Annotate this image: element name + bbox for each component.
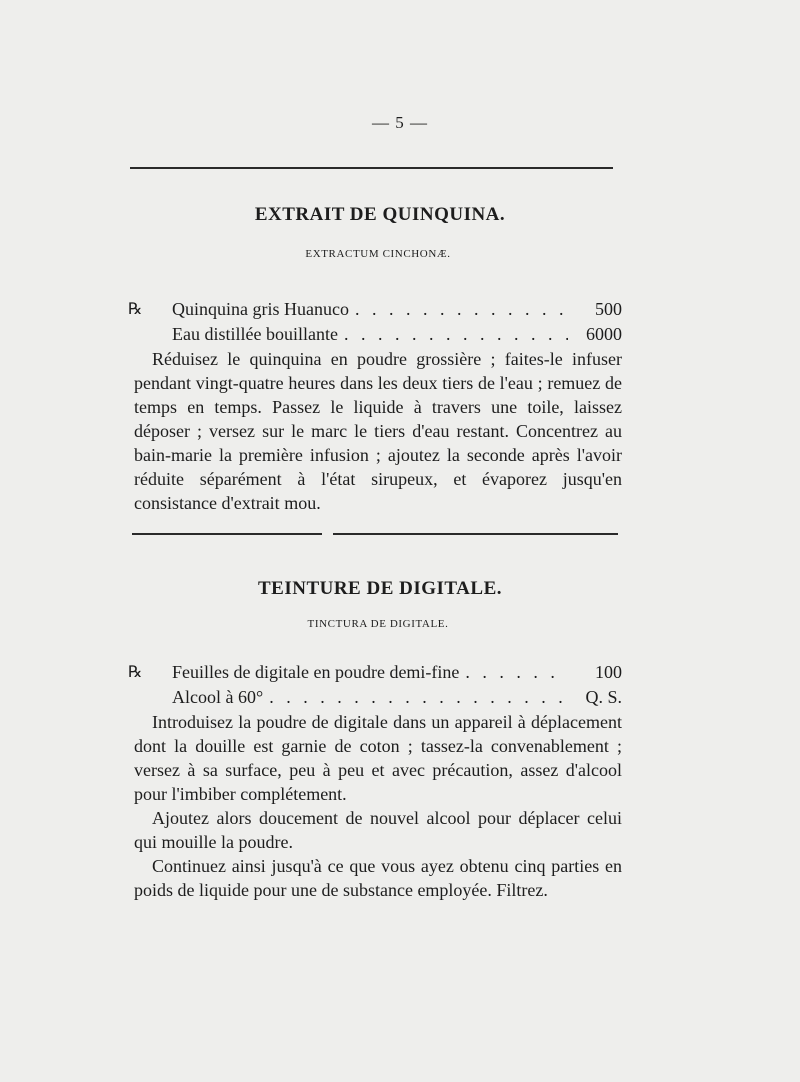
instruction-paragraph: Ajoutez alors doucement de nouvel alcool pour déplacer celui qui mouille la poudre. [134,808,622,852]
leader-dots [344,322,568,347]
section-teinture-de-digitale [128,576,622,902]
ingredient-line [128,660,622,685]
section-title: EXTRAIT DE QUINQUINA. [254,204,506,225]
recipe-symbol-icon: ℞ [128,664,143,681]
ingredient-quantity: 100 [595,662,622,682]
ingredient-line [134,685,622,710]
ingredient-name: Quinquina gris Huanuco [172,299,349,319]
section-subtitle: EXTRACTUM CINCHONÆ. [305,248,451,260]
instruction-paragraph: Continuez ainsi jusqu'à ce que vous ayez obtenu cinq parties en poids de liquide pour une de substance employée. Filtrez. [134,856,622,900]
leader-dots [465,660,568,685]
instruction-paragraph: Introduisez la poudre de digitale dans un appareil à déplacement dont la douille est garnie de coton ; tassez-la convenablement ; versez à sa surface, peu à peu et avec précaution, assez d'alcool pour l'imbiber complétement. [134,712,622,804]
ingredient-name: Eau distillée bouillante [172,324,338,344]
ingredient-quantity: Q. S. [585,687,622,707]
recipe-symbol-icon: ℞ [128,301,143,318]
section-title: TEINTURE DE DIGITALE. [257,578,502,599]
ingredient-line [128,297,622,322]
instruction-paragraph: Réduisez le quinquina en poudre grossière ; faites-le infuser pendant vingt-quatre heures dans les deux tiers de l'eau ; remuez de temps en temps. Passez le liquide à travers une toile, laissez déposer ; versez sur le marc le tiers d'eau restant. Concentrez au bain-marie la première infusion ; ajoutez la seconde après l'avoir réduite séparément à l'état sirupeux, et évaporez jusqu'en consistance d'extrait mou. [134,349,622,513]
ingredient-list [128,660,622,710]
ingredient-line [134,322,622,347]
section-divider [333,533,618,535]
page-number: — 5 — [372,113,428,132]
ingredient-quantity: 6000 [586,324,622,344]
ingredient-name: Feuilles de digitale en poudre demi-fine [172,662,460,682]
ingredient-quantity: 500 [595,299,622,319]
leader-dots [269,685,568,710]
ingredient-list [128,297,622,347]
section-extrait-de-quinquina [128,202,622,515]
header-rule [130,167,613,169]
section-subtitle: TINCTURA DE DIGITALE. [307,618,449,630]
section-divider [132,533,322,535]
ingredient-name: Alcool à 60° [172,687,264,707]
leader-dots [355,297,568,322]
